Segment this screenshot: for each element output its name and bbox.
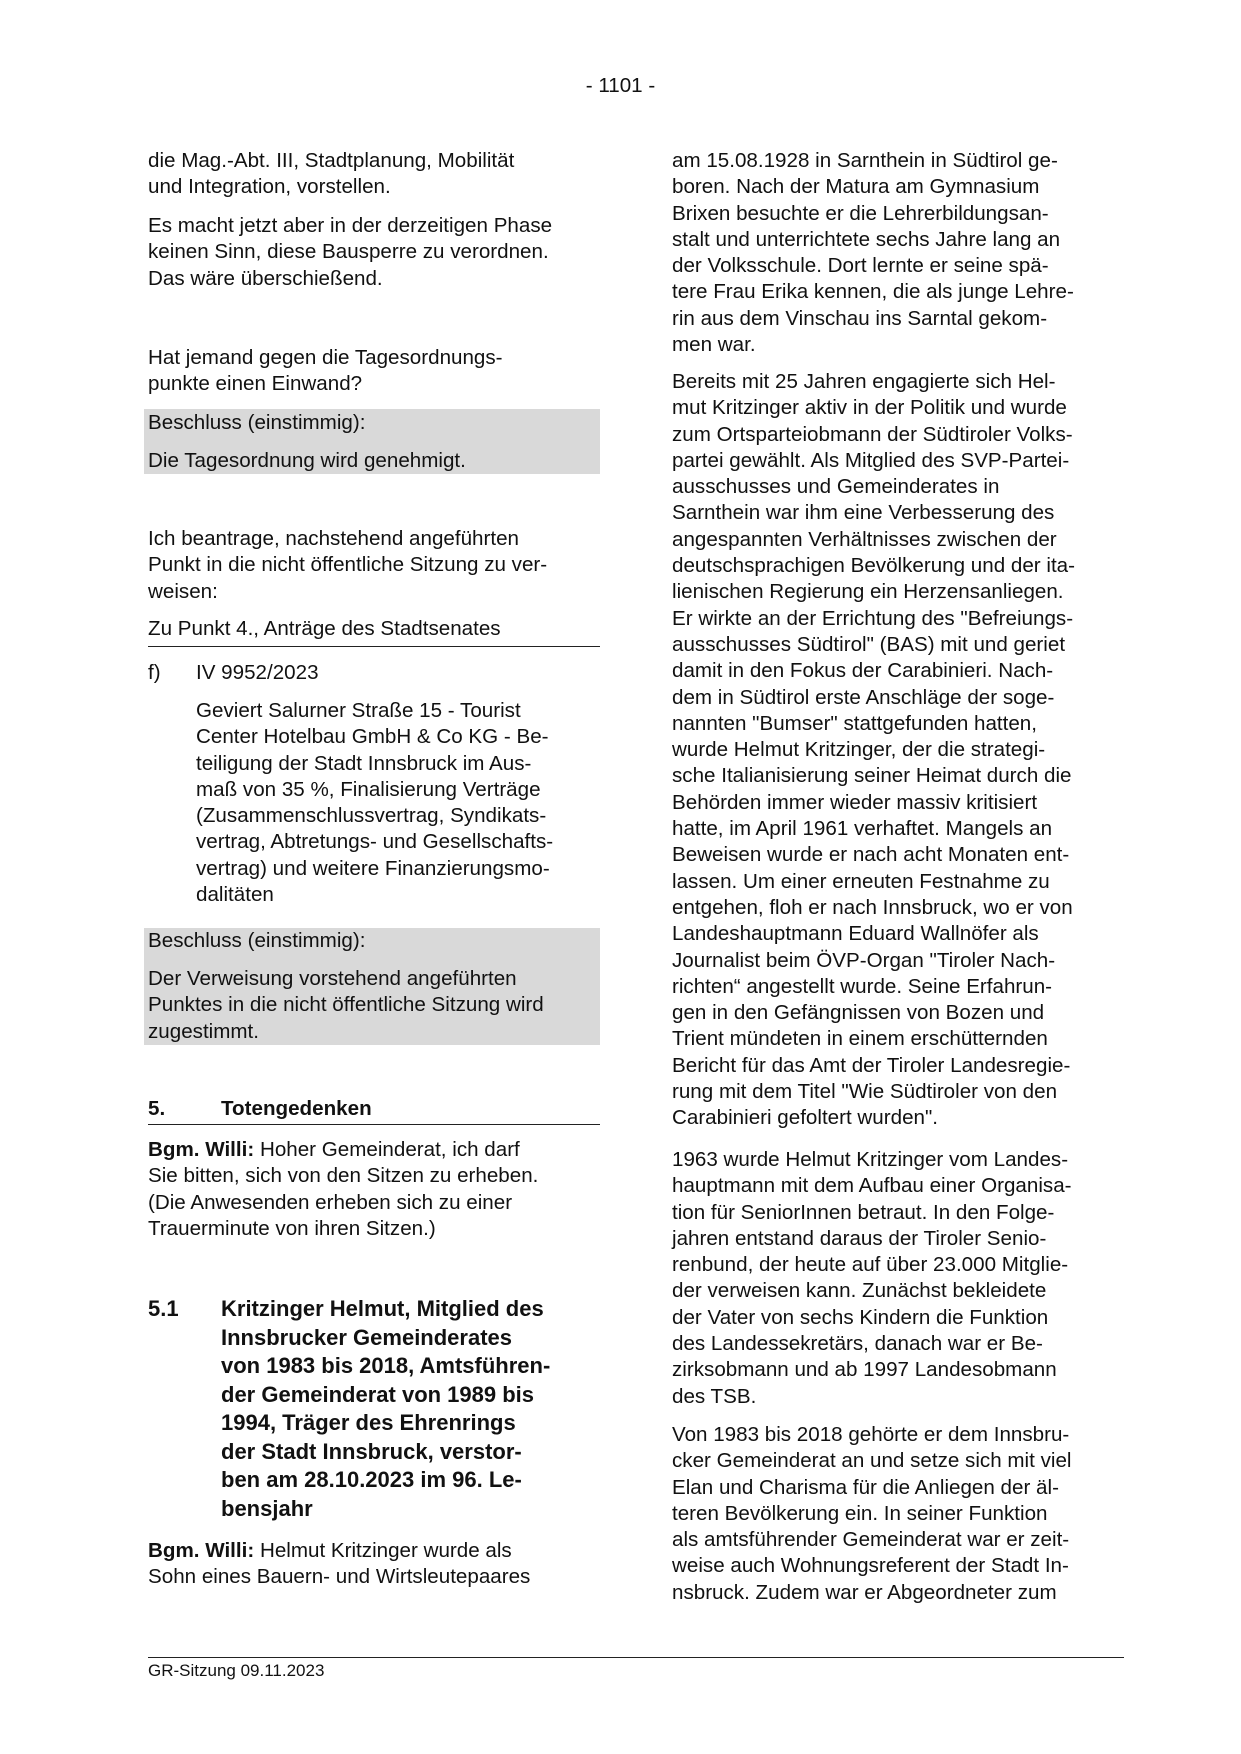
paragraph-bausperre	[148, 213, 552, 292]
paragraph-biography-council	[672, 1422, 1071, 1606]
text-line: partei gewählt. Als Mitglied des SVP-Partei-	[672, 448, 1070, 472]
item-number: IV 9952/2023	[196, 661, 319, 684]
section-title: Totengedenken	[221, 1097, 372, 1120]
text-line: tion für SeniorInnen betraut. In den Folge-	[672, 1200, 1055, 1224]
text-line: der Vater von sechs Kindern die Funktion	[672, 1305, 1049, 1329]
item-description	[196, 698, 553, 908]
page-number: - 1101 -	[585, 74, 656, 97]
resolution-text	[148, 966, 544, 1045]
speech-mayor-2	[148, 1538, 530, 1591]
text-line: Sarnthein war ihm eine Verbesserung des	[672, 501, 1055, 525]
text-line: (Die Anwesenden erheben sich zu einer	[148, 1190, 513, 1214]
speaker-name: Bgm. Willi:	[148, 1138, 255, 1161]
speech-mayor-1	[148, 1137, 538, 1242]
resolution-label: Beschluss (einstimmig):	[148, 411, 366, 434]
paragraph-biography-birth	[672, 148, 1074, 358]
text-line: punkte einen Einwand?	[148, 372, 363, 396]
text-line: Carabinieri gefoltert wurden".	[672, 1106, 939, 1130]
text-line: nsbruck. Zudem war er Abgeordneter zum	[672, 1580, 1057, 1604]
speaker-name: Bgm. Willi:	[148, 1539, 255, 1562]
speech-text: Hoher Gemeinderat, ich darf	[254, 1138, 520, 1161]
text-line: lienischen Regierung ein Herzensanliegen.	[672, 580, 1064, 604]
text-line: cker Gemeinderat an und setze sich mit viel	[672, 1449, 1072, 1473]
subsection-number: 5.1	[148, 1296, 179, 1321]
paragraph-mag-abt	[148, 148, 514, 201]
text-line: zugestimmt.	[148, 1019, 260, 1043]
resolution-text: Die Tagesordnung wird genehmigt.	[148, 449, 466, 472]
footer-session-date: GR-Sitzung 09.11.2023	[148, 1661, 325, 1680]
text-line: teren Bevölkerung ein. In seiner Funktion	[672, 1501, 1048, 1525]
text-line: weisen:	[148, 579, 218, 603]
text-line: zirksobmann und ab 1997 Landesobmann	[672, 1358, 1057, 1382]
text-line: vertrag) und weitere Finanzierungsmo-	[196, 856, 550, 880]
text-line: deutschsprachigen Bevölkerung und der ita-	[672, 554, 1075, 578]
text-line: Elan und Charisma für die Anliegen der äl-	[672, 1475, 1059, 1499]
text-line: angespannten Verhältnisses zwischen der	[672, 527, 1057, 551]
text-line: Es macht jetzt aber in der derzeitigen Phase	[148, 214, 553, 237]
text-line: Das wäre überschießend.	[148, 266, 383, 290]
paragraph-einwand	[148, 345, 503, 398]
text-line: der Stadt Innsbruck, verstor-	[221, 1438, 522, 1464]
text-line: Ich beantrage, nachstehend angeführten	[148, 527, 519, 550]
text-line: Sie bitten, sich von den Sitzen zu erheben.	[148, 1164, 539, 1188]
text-line: keinen Sinn, diese Bausperre zu verordnen.	[148, 240, 549, 264]
text-line: rin aus dem Vinschau ins Sarntal gekom-	[672, 306, 1048, 330]
text-line: mut Kritzinger aktiv in der Politik und wurde	[672, 396, 1067, 420]
text-line: Er wirkte an der Errichtung des "Befreiungs-	[672, 606, 1074, 630]
text-line: als amtsführender Gemeinderat war er zeit-	[672, 1528, 1070, 1552]
resolution-label: Beschluss (einstimmig):	[148, 929, 366, 952]
text-line: wurde Helmut Kritzinger, der die strategi-	[672, 738, 1046, 762]
text-line: des Landessekretärs, danach war er Be-	[672, 1332, 1043, 1356]
text-line: rung mit dem Titel "Wie Südtiroler von den	[672, 1080, 1058, 1104]
speech-continuation	[148, 1163, 538, 1242]
text-line: am 15.08.1928 in Sarnthein in Südtirol ge-	[672, 149, 1058, 172]
text-line: boren. Nach der Matura am Gymnasium	[672, 175, 1040, 199]
text-line: Der Verweisung vorstehend angeführten	[148, 967, 517, 990]
text-line: Brixen besuchte er die Lehrerbildungsan-	[672, 201, 1049, 225]
text-line: Trauerminute von ihren Sitzen.)	[148, 1216, 436, 1240]
text-line: nannten "Bumser" stattgefunden hatten,	[672, 711, 1037, 735]
footer-rule	[148, 1657, 1124, 1658]
text-line: die Mag.-Abt. III, Stadtplanung, Mobilität	[148, 149, 515, 172]
section-rule	[148, 1124, 600, 1125]
text-line: Journalist beim ÖVP-Organ "Tiroler Nach-	[672, 948, 1056, 972]
text-line: Trient mündeten in einem erschütternden	[672, 1027, 1048, 1051]
subheading-punkt-4: Zu Punkt 4., Anträge des Stadtsenates	[148, 617, 501, 640]
text-line: Landeshauptmann Eduard Wallnöfer als	[672, 922, 1039, 946]
text-line: weise auch Wohnungsreferent der Stadt In-	[672, 1554, 1069, 1578]
text-line: teiligung der Stadt Innsbruck im Aus-	[196, 751, 532, 775]
text-line: Bericht für das Amt der Tiroler Landesregie-	[672, 1053, 1071, 1077]
text-line: Behörden immer wieder massiv kritisiert	[672, 790, 1038, 814]
text-line: Punkt in die nicht öffentliche Sitzung zu ver-	[148, 553, 548, 577]
text-line: Punktes in die nicht öffentliche Sitzung wird	[148, 993, 544, 1017]
speech-continuation	[148, 1564, 530, 1590]
text-line: der Volksschule. Dort lernte er seine spä-	[672, 254, 1049, 278]
paragraph-motion	[148, 526, 547, 605]
text-line: ausschusses Südtirol" (BAS) mit und geriet	[672, 632, 1066, 656]
text-line: hauptmann mit dem Aufbau einer Organisa-	[672, 1174, 1072, 1198]
text-line: richten“ angestellt wurde. Seine Erfahrun-	[672, 974, 1053, 998]
text-line: entgehen, floh er nach Innsbruck, wo er von	[672, 895, 1073, 919]
text-line: Bereits mit 25 Jahren engagierte sich Hel-	[672, 370, 1056, 393]
text-line: bensjahr	[221, 1495, 313, 1521]
text-line: von 1983 bis 2018, Amtsführen-	[221, 1353, 551, 1378]
text-line: gen in den Gefängnissen von Bozen und	[672, 1001, 1045, 1025]
text-line: jahren entstand daraus der Tiroler Senio-	[672, 1226, 1047, 1250]
text-line: Von 1983 bis 2018 gehörte er dem Innsbru-	[672, 1423, 1070, 1446]
text-line: des TSB.	[672, 1384, 757, 1408]
text-line: damit in den Fokus der Carabinieri. Nach-	[672, 659, 1054, 683]
text-line: ben am 28.10.2023 im 96. Le-	[221, 1467, 522, 1492]
paragraph-biography-politics	[672, 369, 1075, 1132]
subheading-rule	[148, 646, 600, 647]
text-line: und Integration, vorstellen.	[148, 175, 391, 199]
text-line: Innsbrucker Gemeinderates	[221, 1324, 513, 1350]
text-line: sche Italianisierung seiner Heimat durch die	[672, 764, 1072, 788]
section-number: 5.	[148, 1097, 166, 1120]
text-line: 1994, Träger des Ehrenrings	[221, 1410, 516, 1435]
text-line: dem in Südtirol erste Anschläge der soge-	[672, 685, 1055, 709]
text-line: der verweisen kann. Zunächst bekleidete	[672, 1279, 1047, 1303]
text-line: maß von 35 %, Finalisierung Verträge	[196, 777, 541, 801]
text-line: lassen. Um einer erneuten Festnahme zu	[672, 869, 1050, 893]
text-line: zum Ortsparteiobmann der Südtiroler Volks-	[672, 422, 1073, 446]
subsection-title	[221, 1295, 550, 1523]
text-line: der Gemeinderat von 1989 bis	[221, 1381, 535, 1407]
text-line: Hat jemand gegen die Tagesordnungs-	[148, 346, 503, 369]
speech-text: Helmut Kritzinger wurde als	[254, 1539, 512, 1562]
text-line: (Zusammenschlussvertrag, Syndikats-	[196, 804, 547, 828]
text-line: Center Hotelbau GmbH & Co KG - Be-	[196, 725, 549, 749]
text-line: 1963 wurde Helmut Kritzinger vom Landes-	[672, 1148, 1069, 1171]
text-line: Geviert Salurner Straße 15 - Tourist	[196, 699, 521, 722]
text-line: ausschusses und Gemeinderates in	[672, 475, 1000, 499]
item-marker: f)	[148, 661, 161, 684]
text-line: vertrag, Abtretungs- und Gesellschafts-	[196, 830, 554, 854]
text-line: hatte, im April 1961 verhaftet. Mangels an	[672, 817, 1053, 841]
text-line: Beweisen wurde er nach acht Monaten ent-	[672, 843, 1070, 867]
text-line: Kritzinger Helmut, Mitglied des	[221, 1296, 544, 1321]
text-line: Sohn eines Bauern- und Wirtsleutepaares	[148, 1565, 531, 1589]
text-line: stalt und unterrichtete sechs Jahre lang an	[672, 227, 1061, 251]
text-line: men war.	[672, 333, 756, 357]
paragraph-biography-seniors	[672, 1147, 1072, 1410]
text-line: dalitäten	[196, 883, 274, 907]
text-line: tere Frau Erika kennen, die als junge Lehre-	[672, 280, 1074, 304]
text-line: renbund, der heute auf über 23.000 Mitglie-	[672, 1253, 1069, 1277]
